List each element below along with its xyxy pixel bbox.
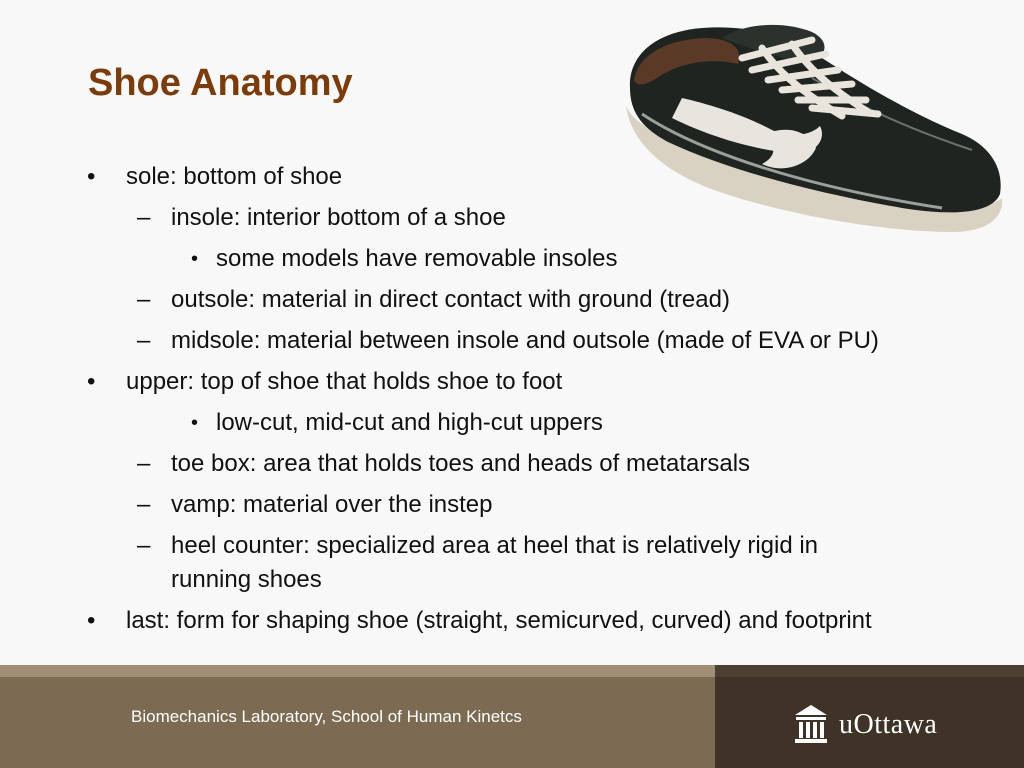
bullet-text: midsole: material between insole and outsole (made of EVA or PU) (171, 327, 879, 354)
bullet-item (137, 201, 506, 235)
bullet-text: sole: bottom of shoe (126, 163, 343, 190)
bullet-text: heel counter: specialized area at heel that is relatively rigid in (171, 532, 819, 559)
bullet-text: low-cut, mid-cut and high-cut uppers (216, 409, 603, 436)
bullet-text: some models have removable insoles (216, 245, 618, 272)
footer-text: Biomechanics Laboratory, School of Human Kinetcs (131, 707, 522, 726)
dash-marker: – (137, 327, 151, 354)
bullet-item (191, 406, 603, 440)
bullet-item-continuation (171, 563, 322, 597)
building-icon (793, 703, 829, 745)
footer (0, 665, 1024, 768)
bullet-marker: • (87, 607, 96, 634)
bullet-text: vamp: material over the instep (171, 491, 493, 518)
logo-text: uOttawa (839, 709, 938, 740)
dash-marker: – (137, 532, 151, 559)
bullet-item (137, 283, 730, 317)
bullet-item (87, 365, 563, 399)
bullet-marker: • (87, 368, 96, 395)
dash-marker: – (137, 450, 151, 477)
footer-logo-panel (715, 665, 1024, 768)
dash-marker: – (137, 286, 151, 313)
bullet-marker: • (87, 163, 96, 190)
slide-title: Shoe Anatomy (88, 62, 353, 104)
bullet-item (87, 160, 343, 194)
footer-band (0, 665, 715, 677)
bullet-item (137, 529, 819, 563)
bullet-text: running shoes (171, 566, 322, 593)
bullet-marker: • (191, 412, 199, 434)
dash-marker: – (137, 204, 151, 231)
dash-marker: – (137, 491, 151, 518)
bullet-item (191, 242, 618, 276)
bullet-marker: • (191, 248, 199, 270)
bullet-text: outsole: material in direct contact with ground (tread) (171, 286, 730, 313)
footer-logo-band (715, 665, 1024, 677)
bullet-item (137, 488, 493, 522)
bullet-text: insole: interior bottom of a shoe (171, 204, 506, 231)
bullet-text: toe box: area that holds toes and heads of metatarsals (171, 450, 751, 477)
bullet-text: upper: top of shoe that holds shoe to foot (126, 368, 563, 395)
bullet-item (137, 447, 751, 481)
bullet-item (87, 604, 872, 638)
bullet-text: last: form for shaping shoe (straight, semicurved, curved) and footprint (126, 607, 872, 634)
bullet-item (137, 324, 879, 358)
